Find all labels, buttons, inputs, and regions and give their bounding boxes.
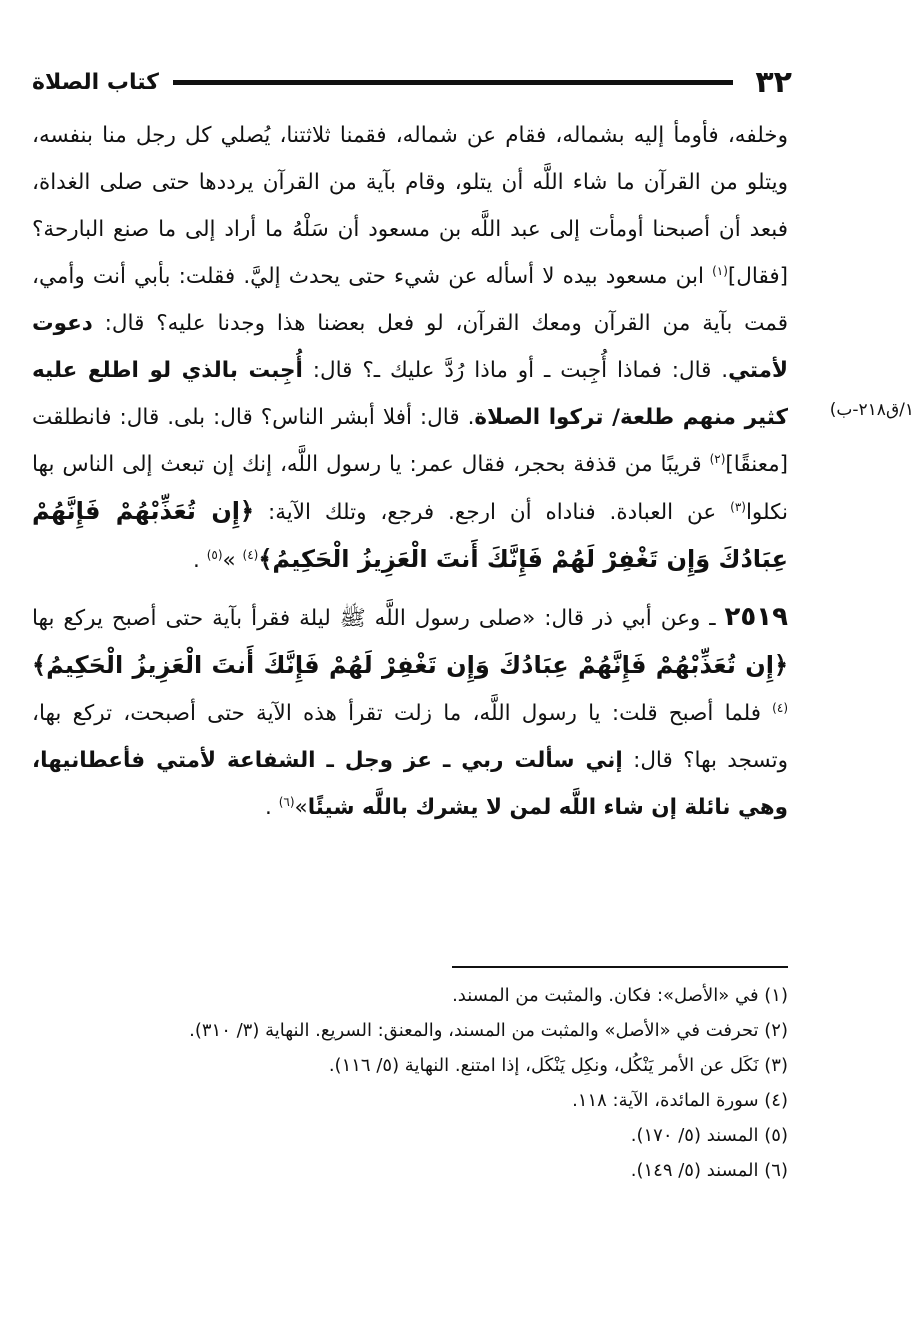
footnote-ref: (٤)	[242, 547, 259, 562]
book-title: كتاب الصلاة	[32, 69, 159, 95]
footnote-separator	[452, 966, 788, 968]
footnote-ref: (١)	[712, 263, 728, 278]
text-run: ابن مسعود بيده لا أسأله عن شيء حتى يحدث إليَّ. فقلت: بأبي أنت وأمي، قمت بآية من القرآن ومعك القرآن، لو فعل بعضنا هذا وجدنا عليه؟ قال:	[32, 264, 788, 336]
text-run: »	[222, 548, 243, 573]
quran-verse: ﴿إِن تُعَذِّبْهُمْ فَإِنَّهُمْ عِبَادُكَ وَإِن تَغْفِرْ لَهُمْ فَإِنَّكَ أَنتَ الْعَزِيزُ الْحَكِيمُ﴾	[32, 497, 788, 573]
text-run: . قال: أفلا أبشر الناس؟ قال: بلى. قال: فانطلقت [معنقًا]	[32, 405, 788, 477]
bold-quote: دعوت لأمتي	[32, 311, 788, 383]
footnote: (٤) سورة المائدة، الآية: ١١٨.	[572, 1090, 788, 1111]
text-run: عن العبادة. فناداه أن ارجع. فرجع، وتلك الآية:	[254, 500, 731, 525]
footnote-ref: (٣)	[730, 499, 746, 514]
footnote: (١) في «الأصل»: فكان. والمثبت من المسند.	[452, 985, 788, 1006]
text-run: . قال: فماذا أُجِبت ـ أو ماذا رُدَّ عليك ـ؟ قال:	[302, 358, 729, 383]
text-run: .	[265, 795, 279, 820]
text-run: »	[294, 795, 308, 820]
footnote-ref: (٥)	[206, 547, 223, 562]
header-rule	[173, 80, 733, 85]
footnote-ref: (٦)	[278, 794, 295, 809]
footnotes	[32, 978, 788, 1188]
text-run: .	[193, 548, 207, 573]
footnote-ref: (٤)	[772, 700, 788, 715]
main-text	[32, 112, 788, 831]
hadith-paragraph	[32, 594, 788, 831]
footnote: (٢) تحرفت في «الأصل» والمثبت من المسند، والمعنق: السريع. النهاية (٣/ ٣١٠).	[189, 1020, 788, 1041]
text-run: وخلفه، فأومأ إليه بشماله، فقام عن شماله، فقمنا ثلاثتنا، يُصلي كل رجل منا بنفسه، ويتلو من القرآن ما شاء اللَّه أن يتلو، وقام بآية من القرآن يرددها حتى صلى الغداة، فبعد أن أصبحنا أومأت إلى عبد اللَّه بن مسعود أن سَلْهُ ما أراد إلى ما صنع البارحة؟ [فقال]	[32, 123, 788, 289]
footnote: (٥) المسند (٥/ ١٧٠).	[630, 1125, 788, 1146]
text-run: فلما أصبح قلت: يا رسول اللَّه، ما زلت تقرأ هذه الآية حتى أصبحت، تركع بها، وتسجد بها؟ قال:	[32, 701, 789, 773]
hadith-paragraph	[32, 112, 788, 584]
quran-verse: ﴿إِن تُعَذِّبْهُمْ فَإِنَّهُمْ عِبَادُكَ وَإِن تَغْفِرْ لَهُمْ فَإِنَّكَ أَنتَ الْعَزِيزُ الْحَكِيمُ﴾	[32, 651, 788, 679]
manuscript-margin-reference: ١/ق٢١٨-ب)	[829, 400, 914, 420]
text-run: قريبًا من قذفة بحجر، فقال عمر: يا رسول اللَّه، إنك إن تبعث إلى الناس بها نكلوا	[32, 452, 789, 525]
page-number: ٣٢	[755, 64, 792, 100]
bold-quote: أُجِبت بالذي لو اطلع عليه كثير منهم طلعة/ تركوا الصلاة	[32, 358, 788, 430]
bold-quote: إني سألت ربي ـ عز وجل ـ الشفاعة لأمتي فأعطانيها، وهي نائلة إن شاء اللَّه لمن لا يشرك باللَّه شيئًا	[32, 748, 788, 820]
page-header	[32, 62, 792, 102]
text-run: ـ وعن أبي ذر قال: «صلى رسول اللَّه ﷺ ليلة فقرأ بآية حتى أصبح يركع بها	[32, 606, 725, 631]
footnote: (٣) نَكَل عن الأمر يَنْكُل، ونكِل يَنْكَل، إذا امتنع. النهاية (٥/ ١١٦).	[328, 1055, 788, 1076]
hadith-number: ٢٥١٩	[724, 602, 788, 632]
footnote: (٦) المسند (٥/ ١٤٩).	[630, 1160, 788, 1181]
footnote-ref: (٢)	[709, 451, 726, 466]
